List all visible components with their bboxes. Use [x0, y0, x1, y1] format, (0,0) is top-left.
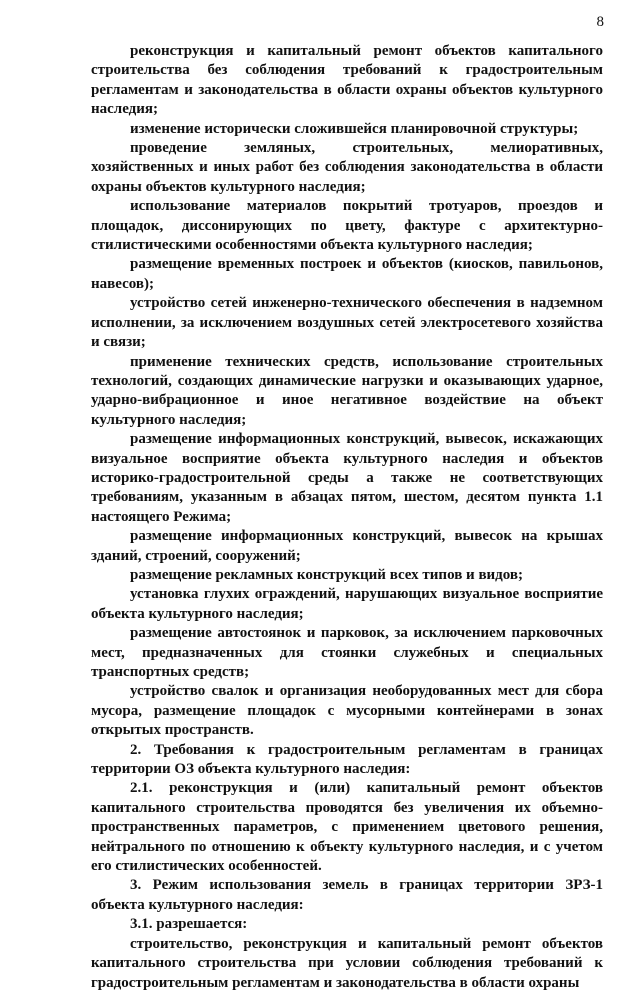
paragraph: 2. Требования к градостроительным регламентам в границах территории ОЗ объекта культурного наследия: [91, 741, 603, 778]
paragraph: строительство, реконструкция и капитальный ремонт объектов капитального строительства при условии соблюдения требований к градостроительным регламентам и законодательства в области охраны [91, 935, 603, 991]
paragraph: применение технических средств, использование строительных технологий, создающих динамические нагрузки и оказывающих ударное, ударно-вибрационное и иное негативное воздействие на объект культурного наследия; [91, 353, 603, 428]
paragraph: размещение временных построек и объектов (киосков, павильонов, навесов); [91, 256, 603, 292]
paragraph: использование материалов покрытий тротуаров, проездов и площадок, диссонирующих по цвету, фактуре с архитектурно-стилистическими особенностями объекта культурного наследия; [91, 198, 603, 254]
paragraph: устройство свалок и организация необорудованных мест для сбора мусора, размещение площадок с мусорными контейнерами в зонах открытых пространств. [91, 683, 603, 739]
paragraph: размещение автостоянок и парковок, за исключением парковочных мест, предназначенных для стоянки служебных и специальных транспортных средств; [91, 625, 603, 680]
paragraph: размещение рекламных конструкций всех типов и видов; [130, 566, 523, 583]
document-body [91, 42, 603, 993]
paragraph: размещение информационных конструкций, вывесок на крышах зданий, строений, сооружений; [91, 528, 603, 564]
paragraph: 2.1. реконструкция и (или) капитальный ремонт объектов капитального строительства проводятся без увеличения их объемно-пространственных параметров, с применением цветового решения, нейтрального по отношению к объекту культурного наследия, и с учетом его стилистических особенностей. [91, 780, 603, 875]
paragraph: устройство сетей инженерно-технического обеспечения в надземном исполнении, за исключением воздушных сетей электросетевого хозяйства и связи; [91, 295, 603, 351]
paragraph: размещение информационных конструкций, вывесок, искажающих визуальное восприятие объекта культурного наследия и объектов историко-градостроительной среды а также не соответствующих требованиям, указанным в абзацах пятом, шестом, десятом пункта 1.1 настоящего Режима; [91, 431, 603, 525]
page-number: 8 [596, 14, 604, 30]
paragraph: установка глухих ограждений, нарушающих визуальное восприятие объекта культурного наследия; [91, 586, 603, 622]
paragraph: 3.1. разрешается: [130, 916, 248, 933]
paragraph: изменение исторически сложившейся планировочной структуры; [130, 120, 579, 137]
paragraph: 3. Режим использования земель в границах территории ЗРЗ-1 объекта культурного наследия: [91, 877, 603, 913]
paragraph: реконструкция и капитальный ремонт объектов капитального строительства без соблюдения требований к градостроительным регламентам и законодательства в области охраны объектов культурного наследия; [91, 43, 603, 118]
paragraph: проведение земляных, строительных, мелиоративных, хозяйственных и иных работ без соблюдения законодательства в области охраны объектов культурного наследия; [91, 140, 603, 195]
